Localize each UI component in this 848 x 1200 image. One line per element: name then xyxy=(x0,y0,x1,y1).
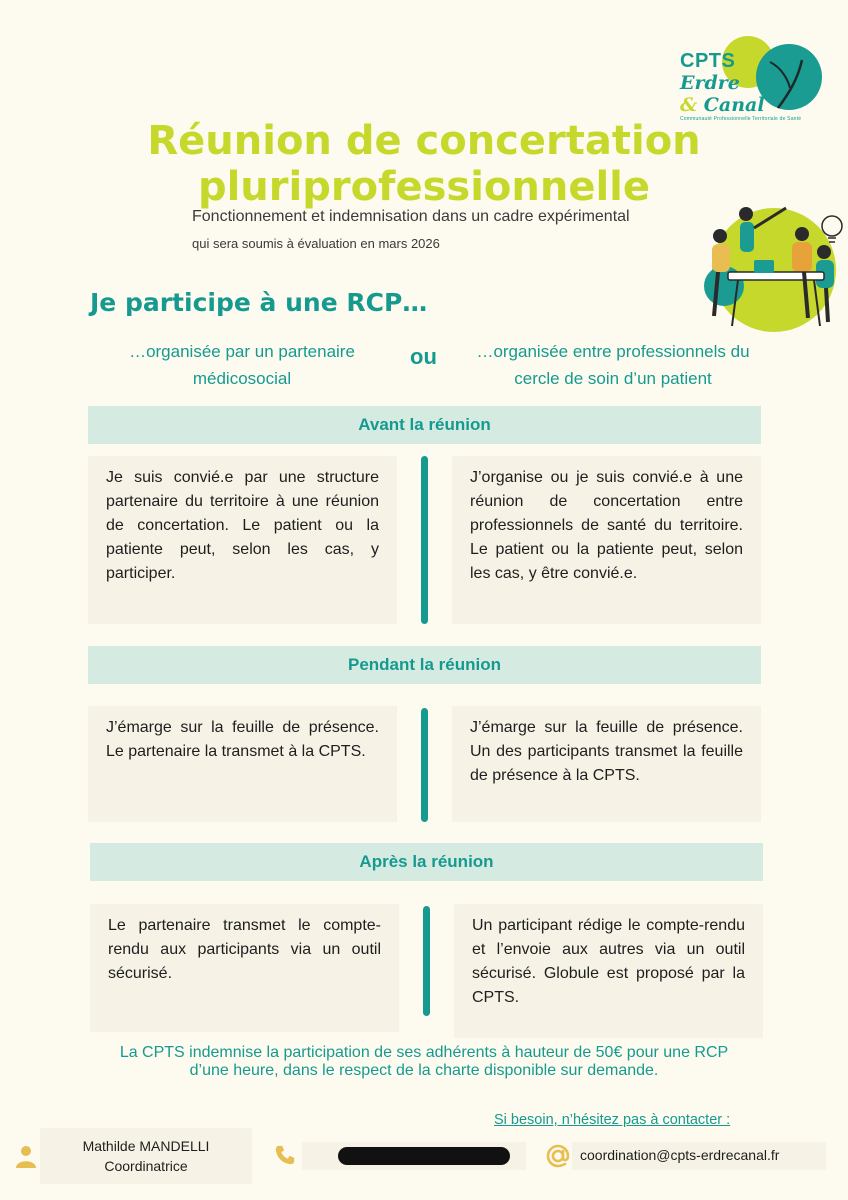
logo-text-canal xyxy=(680,94,765,116)
contact-person-card xyxy=(40,1128,252,1184)
contact-email[interactable]: coordination@cpts-erdrecanal.fr xyxy=(580,1147,780,1163)
person-icon xyxy=(14,1144,38,1170)
after-professionals-text: Un participant rédige le compte-rendu et l’envoie aux autres via un outil sécurisé. Globule est proposé par la CPTS. xyxy=(454,904,763,1038)
column-divider-after xyxy=(423,906,430,1016)
logo-tagline: Communauté Professionnelle Territoriale de Santé xyxy=(680,116,802,122)
during-partner-text: J’émarge sur la feuille de présence. Le partenaire la transmet à la CPTS. xyxy=(88,706,397,822)
column-divider-before xyxy=(421,456,428,624)
meeting-illustration xyxy=(694,186,844,336)
band-after: Après la réunion xyxy=(90,843,763,881)
band-before: Avant la réunion xyxy=(88,406,761,444)
phone-number-redacted xyxy=(338,1147,510,1165)
logo-leaf-stroke xyxy=(768,58,808,110)
logo-text-cpts: CPTS xyxy=(680,50,736,72)
before-professionals-text: J’organise ou je suis convié.e à une réunion de concertation entre professionnels de santé du territoire. Le patient ou la patiente peut, selon les cas, y être convié.e. xyxy=(452,456,761,624)
after-partner-text: Le partenaire transmet le compte-rendu aux participants via un outil sécurisé. xyxy=(90,904,399,1032)
page-title-line-1: Réunion de concertation xyxy=(147,118,701,164)
indemnity-note: La CPTS indemnise la participation de ses adhérents à hauteur de 50€ pour une RCP d’une heure, dans le respect de la charte disponible sur demande. xyxy=(119,1044,729,1079)
option-separator: ou xyxy=(410,344,437,369)
page-subtitle: Fonctionnement et indemnisation dans un cadre expérimental xyxy=(192,208,630,225)
contact-person-role: Coordinatrice xyxy=(104,1158,188,1174)
at-sign-icon xyxy=(544,1142,572,1170)
option-professionals: …organisée entre professionnels du cercle de soin d’un patient xyxy=(476,342,750,388)
page-title xyxy=(60,118,788,210)
logo-canal-word: Canal xyxy=(697,94,765,116)
contact-person-name: Mathilde MANDELLI xyxy=(82,1138,210,1154)
section-heading: Je participe à une RCP… xyxy=(90,288,428,317)
page-title-line-2: pluriprofessionnelle xyxy=(197,164,651,210)
during-professionals-text: J’émarge sur la feuille de présence. Un des participants transmet la feuille de présence à la CPTS. xyxy=(452,706,761,822)
logo-ampersand: & xyxy=(680,94,698,116)
phone-icon xyxy=(274,1144,296,1166)
evaluation-note: qui sera soumis à évaluation en mars 2026 xyxy=(192,236,440,251)
band-during: Pendant la réunion xyxy=(88,646,761,684)
logo-text-erdre: Erdre xyxy=(680,72,740,94)
cpts-logo xyxy=(676,28,828,132)
column-divider-during xyxy=(421,708,428,822)
before-partner-text: Je suis convié.e par une structure partenaire du territoire à une réunion de concertation. Le patient ou la patiente peut, selon les cas, y participer. xyxy=(88,456,397,624)
contact-prompt-link[interactable]: Si besoin, n’hésitez pas à contacter : xyxy=(494,1112,731,1128)
option-partner: …organisée par un partenaire médicosocial xyxy=(129,342,355,388)
